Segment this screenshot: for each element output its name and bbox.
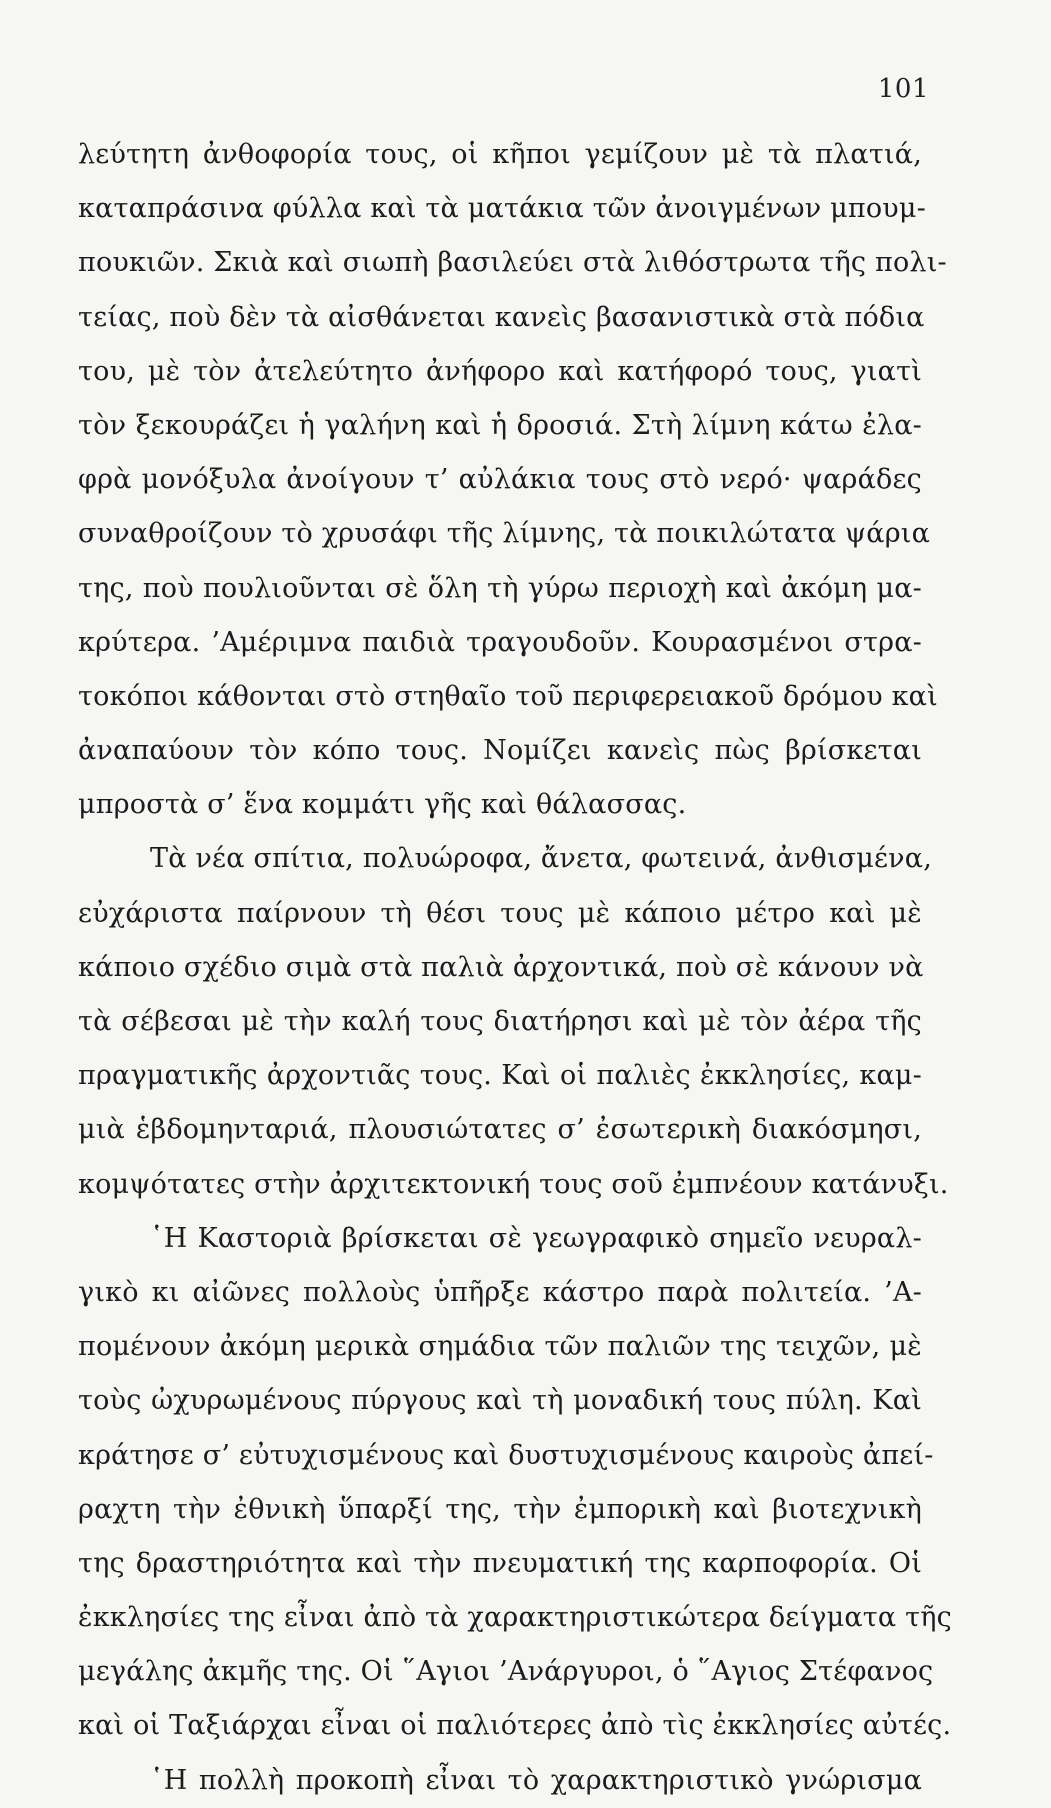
body-text [78, 128, 952, 1808]
text-line: καταπράσινα φύλλα καὶ τὰ ματάκια τῶν ἀνοιγμένων μπουμ- [78, 193, 926, 225]
text-line: ἐκκλησίες της εἶναι ἀπὸ τὰ χαρακτηριστικώτερα δείγματα τῆς [78, 1602, 952, 1634]
text-line: της, ποὺ πουλιοῦνται σὲ ὅλη τὴ γύρω περιοχὴ καὶ ἀκόμη μα- [78, 572, 922, 604]
text-line-paragraph-start: Τὰ νέα σπίτια, πολυώροφα, ἄνετα, φωτεινά, ἀνθισμένα, [150, 843, 932, 875]
text-line: πομένουν ἀκόμη μερικὰ σημάδια τῶν παλιῶν της τειχῶν, μὲ [78, 1331, 922, 1363]
text-line-paragraph-end: κομψότατες στὴν ἀρχιτεκτονική τους σοῦ ἐμπνέουν κατάνυξι. [78, 1168, 949, 1200]
text-line: τὸν ξεκουράζει ἡ γαλήνη καὶ ἡ δροσιά. Στὴ λίμνη κάτω ἐλα- [78, 409, 922, 441]
page-number: 101 [877, 74, 929, 104]
text-line: κράτησε σ’ εὐτυχισμένους καὶ δυστυχισμένους καιροὺς ἀπεί- [78, 1439, 934, 1471]
text-line-paragraph-end: καὶ οἱ Ταξιάρχαι εἶναι οἱ παλιότερες ἀπὸ τὶς ἐκκλησίες αὐτές. [78, 1710, 952, 1742]
text-line: τοὺς ὠχυρωμένους πύργους καὶ τὴ μοναδική τους πύλη. Καὶ [78, 1385, 922, 1417]
text-line: εὐχάριστα παίρνουν τὴ θέσι τους μὲ κάποιο μέτρο καὶ μὲ [78, 897, 922, 929]
text-line-paragraph-end: μπροστὰ σ’ ἕνα κομμάτι γῆς καὶ θάλασσας. [78, 789, 687, 821]
text-line: τὰ σέβεσαι μὲ τὴν καλή τους διατήρησι καὶ μὲ τὸν ἀέρα τῆς [78, 1006, 922, 1037]
text-line: μεγάλης ἀκμῆς της. Οἱ ῞Αγιοι ’Ανάργυροι, ὁ ῞Αγιος Στέφανος [78, 1656, 934, 1688]
text-line: λεύτητη ἀνθοφορία τους, οἱ κῆποι γεμίζουν μὲ τὰ πλατιά, [78, 139, 922, 170]
text-line: τοκόποι κάθονται στὸ στηθαῖο τοῦ περιφερειακοῦ δρόμου καὶ [78, 680, 938, 712]
text-line: ἀναπαύουν τὸν κόπο τους. Νομίζει κανεὶς πὼς βρίσκεται [78, 735, 922, 767]
text-line: κάποιο σχέδιο σιμὰ στὰ παλιὰ ἀρχοντικά, ποὺ σὲ κάνουν νὰ [78, 951, 924, 983]
text-line: της δραστηριότητα καὶ τὴν πνευματική της καρποφορία. Οἱ [78, 1547, 922, 1579]
text-line: συναθροίζουν τὸ χρυσάφι τῆς λίμνης, τὰ ποικιλώτατα ψάρια [78, 518, 931, 550]
text-line: φρὰ μονόξυλα ἀνοίγουν τ’ αὐλάκια τους στὸ νερό· ψαράδες [78, 464, 922, 496]
text-line: πουκιῶν. Σκιὰ καὶ σιωπὴ βασιλεύει στὰ λιθόστρωτα τῆς πολι- [78, 247, 947, 279]
text-line: μιὰ ἑβδομηνταριά, πλουσιώτατες σ’ ἐσωτερικὴ διακόσμησι, [78, 1114, 922, 1146]
text-line: ραχτη τὴν ἐθνικὴ ὕπαρξί της, τὴν ἐμπορικὴ καὶ βιοτεχνικὴ [78, 1493, 922, 1525]
text-line: πραγματικῆς ἀρχοντιᾶς τους. Καὶ οἱ παλιὲς ἐκκλησίες, καμ- [78, 1060, 922, 1092]
text-line-paragraph-start: ῾Η πολλὴ προκοπὴ εἶναι τὸ χαρακτηριστικὸ γνώρισμα [150, 1764, 922, 1796]
text-line: του, μὲ τὸν ἀτελεύτητο ἀνήφορο καὶ κατήφορό τους, γιατὶ [78, 355, 922, 387]
text-line: τείας, ποὺ δὲν τὰ αἰσθάνεται κανεὶς βασανιστικὰ στὰ πόδια [78, 301, 925, 333]
text-line: γικὸ κι αἰῶνες πολλοὺς ὑπῆρξε κάστρο παρὰ πολιτεία. ’Α- [78, 1276, 922, 1308]
text-line: κρύτερα. ’Αμέριμνα παιδιὰ τραγουδοῦν. Κουρασμένοι στρα- [78, 626, 922, 658]
text-line-paragraph-start: ῾Η Καστοριὰ βρίσκεται σὲ γεωγραφικὸ σημεῖο νευραλ- [150, 1222, 922, 1254]
